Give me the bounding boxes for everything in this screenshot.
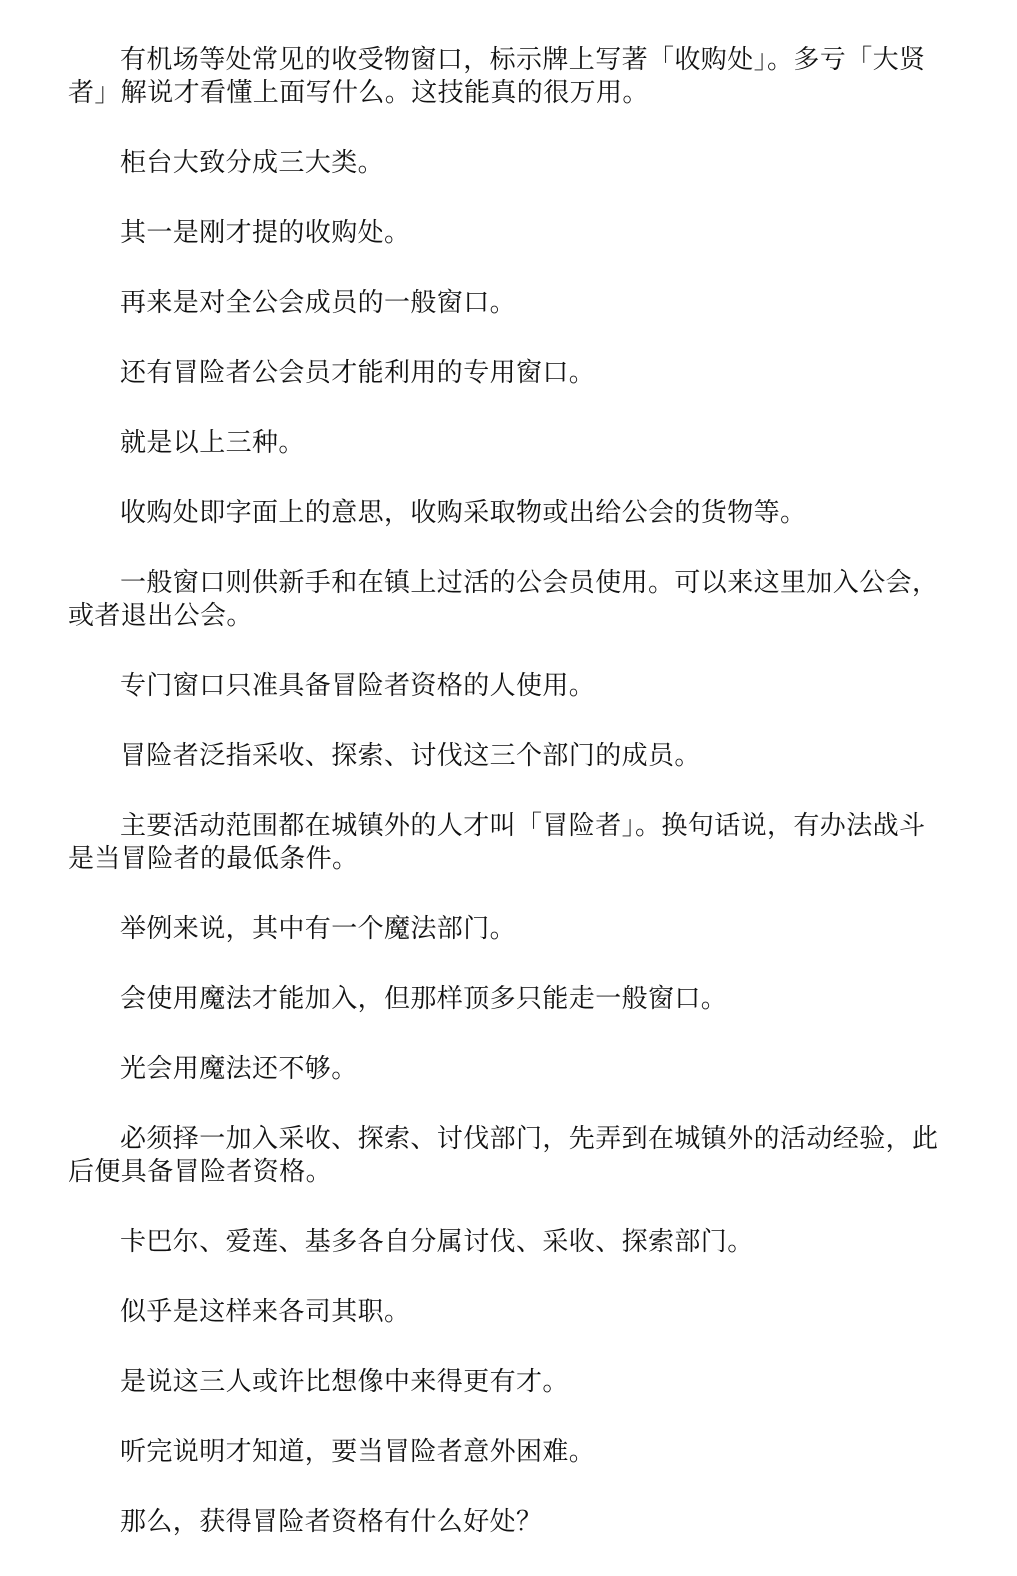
paragraph: 有机场等处常见的收受物窗口，标示牌上写著「收购处」。多亏「大贤者」解说才看懂上面写什么。这技能真的很万用。 bbox=[68, 45, 926, 108]
paragraph: 必须择一加入采收、探索、讨伐部门，先弄到在城镇外的活动经验，此后便具备冒险者资格。 bbox=[68, 1124, 939, 1187]
paragraph: 其一是刚才提的收购处。 bbox=[120, 218, 411, 248]
paragraph: 柜台大致分成三大类。 bbox=[120, 148, 385, 178]
paragraph: 似乎是这样来各司其职。 bbox=[120, 1297, 411, 1327]
paragraph: 会使用魔法才能加入，但那样顶多只能走一般窗口。 bbox=[120, 984, 728, 1014]
paragraph: 举例来说，其中有一个魔法部门。 bbox=[120, 914, 517, 944]
paragraph: 再来是对全公会成员的一般窗口。 bbox=[120, 288, 517, 318]
paragraph: 专门窗口只准具备冒险者资格的人使用。 bbox=[120, 671, 596, 701]
paragraph: 收购处即字面上的意思，收购采取物或出给公会的货物等。 bbox=[120, 498, 807, 528]
paragraph: 卡巴尔、爱莲、基多各自分属讨伐、采收、探索部门。 bbox=[120, 1227, 754, 1257]
paragraph: 一般窗口则供新手和在镇上过活的公会员使用。可以来这里加入公会，或者退出公会。 bbox=[68, 568, 939, 631]
paragraph: 冒险者泛指采收、探索、讨伐这三个部门的成员。 bbox=[120, 741, 701, 771]
paragraph: 主要活动范围都在城镇外的人才叫「冒险者」。换句话说，有办法战斗是当冒险者的最低条件。 bbox=[68, 811, 926, 874]
paragraph: 还有冒险者公会员才能利用的专用窗口。 bbox=[120, 358, 596, 388]
text-body bbox=[68, 44, 948, 1576]
paragraph: 光会用魔法还不够。 bbox=[120, 1054, 358, 1084]
paragraph: 是说这三人或许比想像中来得更有才。 bbox=[120, 1367, 569, 1397]
paragraph: 就是以上三种。 bbox=[120, 428, 305, 458]
paragraph: 听完说明才知道，要当冒险者意外困难。 bbox=[120, 1437, 596, 1467]
paragraph: 那么，获得冒险者资格有什么好处？ bbox=[120, 1507, 543, 1537]
